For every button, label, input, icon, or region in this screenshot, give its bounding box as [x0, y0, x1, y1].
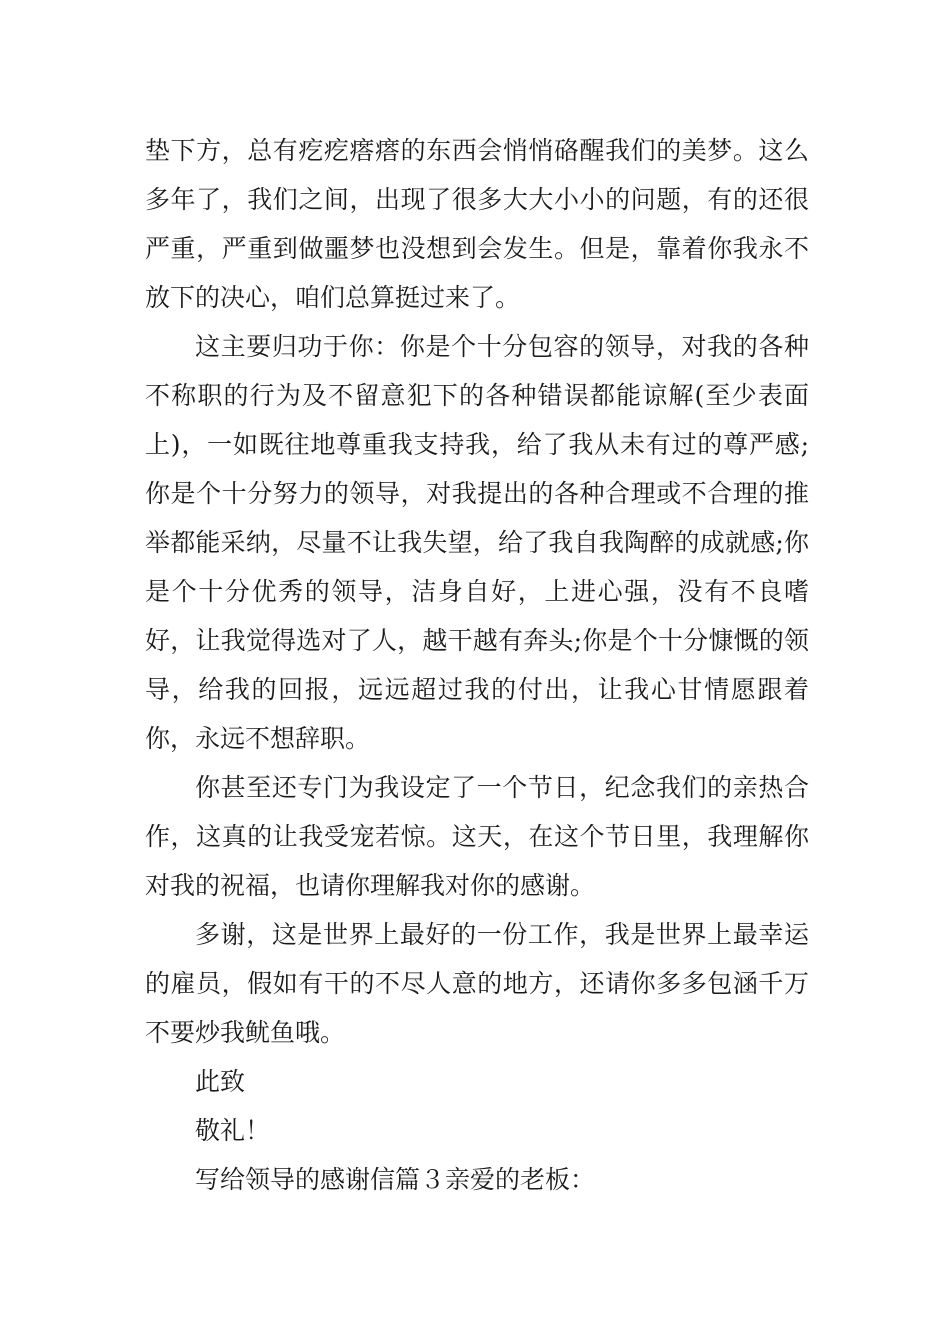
closing-regards: 敬礼！ [195, 1116, 271, 1145]
paragraph-praise: 这主要归功于你：你是个十分包容的领导，对我的各种不称职的行为及不留意犯下的各种错误都能谅解(至少表面上)，一如既往地尊重我支持我，给了我从未有过的尊严感;你是个十分努力的领导，对我提出的各种合理或不合理的推举都能采纳，尽量不让我失望，给了我自我陶醉的成就感;你是个十分优秀的领导，洁身自好，上进心强，没有不良嗜好，让我觉得选对了人，越干越有奔头;你是个十分慷慨的领导，给我的回报，远远超过我的付出，让我心甘情愿跟着你，永远不想辞职。 [145, 332, 809, 753]
paragraph-thanks: 多谢，这是世界上最好的一份工作，我是世界上最幸运的雇员，假如有干的不尽人意的地方，还请你多多包涵千万不要炒我鱿鱼哦。 [145, 920, 809, 1047]
next-letter-heading: 写给领导的感谢信篇３亲爱的老板： [195, 1165, 596, 1194]
letter-body [145, 126, 809, 1204]
paragraph-continuation: 垫下方，总有疙疙瘩瘩的东西会悄悄硌醒我们的美梦。这么多年了，我们之间，出现了很多大大小小的问题，有的还很严重，严重到做噩梦也没想到会发生。但是，靠着你我永不放下的决心，咱们总算挺过来了。 [145, 136, 809, 312]
paragraph-holiday: 你甚至还专门为我设定了一个节日，纪念我们的亲热合作，这真的让我受宠若惊。这天，在这个节日里，我理解你对我的祝福，也请你理解我对你的感谢。 [145, 773, 809, 900]
closing-salutation: 此致 [195, 1067, 246, 1096]
